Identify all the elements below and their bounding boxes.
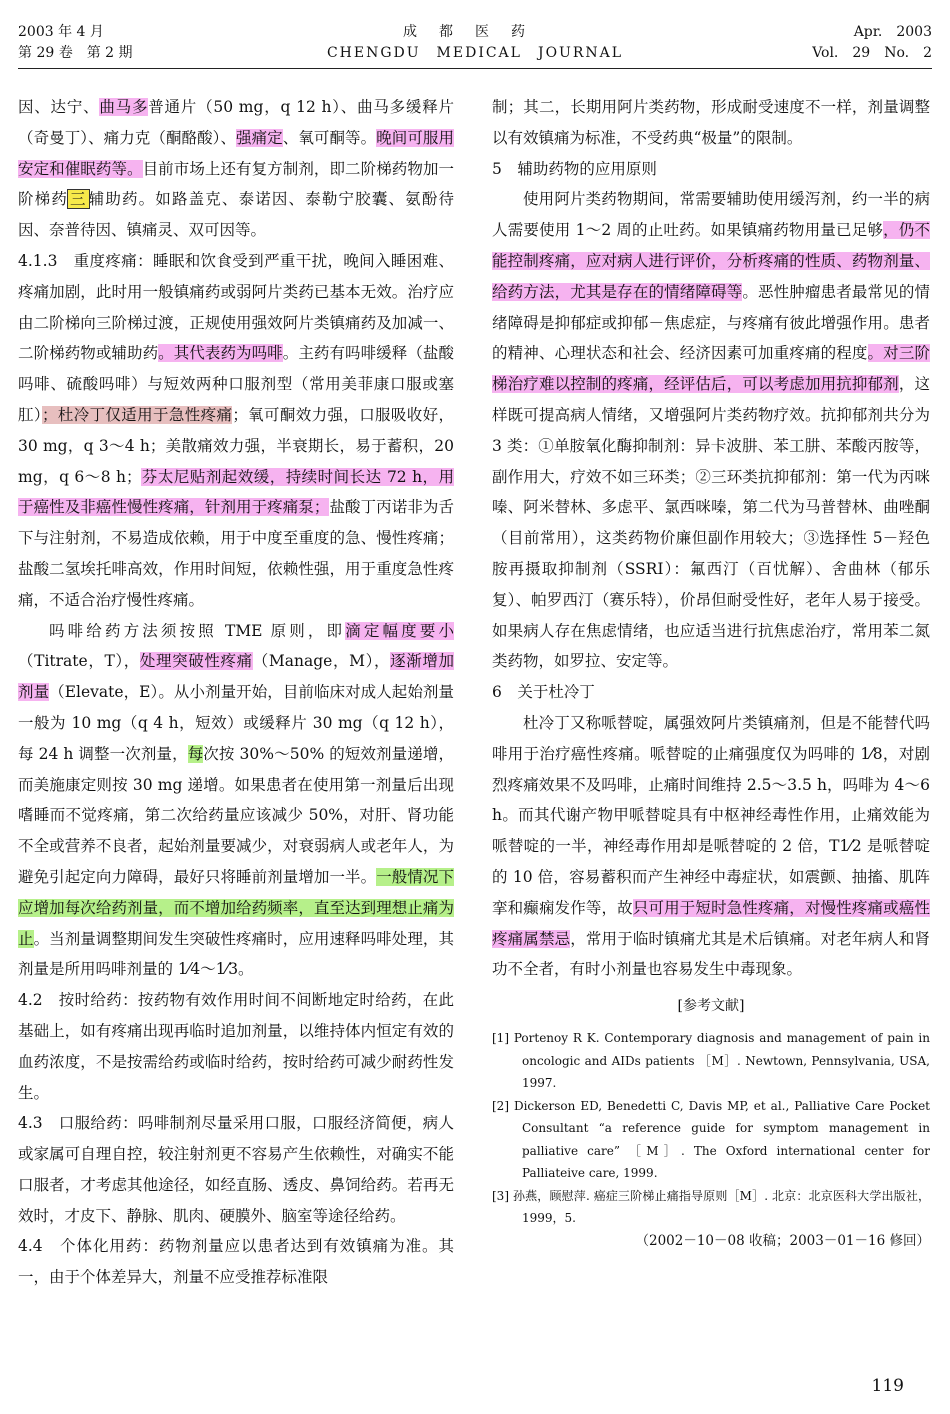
section-4-3: 4.3 口服给药：吗啡制剂尽量采用口服，口服经济简便，病人或家属可自理自控，较注射剂更不容易产生依赖性，对确实不能口服者，才考虑其他途径，如经直肠、透皮、鼻饲给药。若再无效时，才皮下、静脉、肌肉、硬膜外、脑室等途径给药。 — [18, 1114, 454, 1225]
journal-title-en: CHENGDU MEDICAL JOURNAL — [326, 45, 624, 61]
highlight-green: 一般情况下应增加每次给药剂量，而不增加给药频率，直至达到理想止痛为止 — [18, 867, 454, 948]
highlight-pink: 滴定幅度要小 — [345, 621, 454, 640]
section-4-1-3: 4.1.3 重度疼痛：睡眠和饮食受到严重干扰，晚间入睡困难、疼痛加剧，此时用一般镇痛药或弱阿片类药已基本无效。治疗应由二阶梯向三阶梯过渡，正规使用强效阿片类镇痛药及加减一、二阶梯药物或辅助药。其代表药为吗啡。主药有吗啡缓释（盐酸吗啡、硫酸吗啡）与短效两种口服剂型（常用美菲康口服或塞肛）；杜冷丁仅适用于急性疼痛；氧可酮效力强，口服吸收好，30 mg，q 3～4 h；美散痛效力强，半衰期长，易于蓄积，20 mg，q 6～8 h；芬太尼贴剂起效缓，持续时间长达 72 h，用于癌性及非癌性慢性疼痛，针剂用于疼痛泵；盐酸丁丙诺非为舌下与注射剂，不易造成依赖，用于中度至重度的急、慢性疼痛；盐酸二氢埃托啡高效，作用时间短，依赖性强，用于重度急性疼痛，不适合治疗慢性疼痛。 — [18, 251, 454, 609]
references-title: [参考文献] — [677, 998, 745, 1015]
reference-item: [2] Dickerson ED, Benedetti C, Davis MP, et al., Palliative Care Pocket Consultant “a reference guide for symptom management in palliative care” ［M］. The Oxford international center for Palliateive care, 1999. — [492, 1098, 930, 1181]
header-date-en: Apr. 2003 — [853, 24, 932, 40]
highlight-pink: 只可用于短时急性疼痛，对慢性疼痛或癌性疼痛属禁忌 — [492, 898, 930, 948]
header-date: 2003 年 4 月 — [18, 24, 104, 40]
reference-item: [3] 孙燕，顾慰萍. 癌症三阶梯止痛指导原则［M］. 北京：北京医科大学出版社，1999，5. — [492, 1188, 930, 1226]
page-number: 119 — [871, 1376, 904, 1396]
highlight-brown: ；杜冷丁仅适用于急性疼痛 — [41, 405, 233, 424]
highlight-pink: ，仍不能控制疼痛，应对病人进行评价，分析疼痛的性质、药物剂量、给药方法，尤其是存在的情绪障碍等 — [492, 221, 930, 301]
highlight-pink: 。其代表药为吗啡 — [158, 344, 283, 363]
section-heading-5: 5 辅助药物的应用原则 — [492, 159, 657, 178]
section-4-4: 4.4 个体化用药：药物剂量应以患者达到有效镇痛为准。其一，由于个体差异大，剂量不应受推荐标准限 — [18, 1237, 454, 1287]
paragraph-adjuvant: 使用阿片类药物期间，常需要辅助使用缓泻剂，约一半的病人需要使用 1～2 周的止吐药。如果镇痛药物用量已足够，仍不能控制疼痛，应对病人进行评价，分析疼痛的性质、药物剂量、给药方法，尤其是存在的情绪障碍等。恶性肿瘤患者最常见的情绪障碍是抑郁症或抑郁－焦虑症，与疼痛有彼此增强作用。患者的精神、心理状态和社会、经济因素可加重疼痛的程度。对三阶梯治疗难以控制的疼痛，经评估后，可以考虑加用抗抑郁剂，这样既可提高病人情绪，又增强阿片类药物疗效。抗抑郁剂共分为 3 类：①单胺氧化酶抑制剂：异卡波肼、苯工肼、苯酸丙胺等，副作用大，疗效不如三环类；②三环类抗抑郁剂：第一代为丙咪嗪、阿米替林、多虑平、氯西咪嗪，第二代为马普替林、曲唑酮（目前常用），这类药物价廉但副作用较大；③选择性 5－羟色胺再摄取抑制剂（SSRI）：氟西汀（百忧解）、舍曲林（郁乐复）、帕罗西汀（赛乐特），价昂但耐受性好，老年人易于接受。如果病人存在焦虑情绪，也应适当进行抗焦虑治疗，常用苯二氮 类药物，如罗拉、安定等。 — [492, 190, 946, 671]
highlight-pink: 处理突破性疼痛 — [139, 652, 253, 671]
received-dates: （2002－10－08 收稿；2003－01－16 修回） — [635, 1232, 930, 1249]
reference-item: [1] Portenoy R K. Contemporary diagnosis and management of pain in oncologic and AIDs patients ［M］. Newtown, Pennsylvania, USA, 1997. — [492, 1031, 930, 1091]
highlight-pink: 芬太尼贴剂起效缓，持续时间长达 72 h，用于癌性及非癌性慢性疼痛，针剂用于疼痛泵； — [18, 467, 454, 517]
paragraph-pethidine: 杜冷丁又称哌替啶，属强效阿片类镇痛剂，但是不能替代吗啡用于治疗癌性疼痛。哌替啶的止痛强度仅为吗啡的 1⁄8，对剧烈疼痛效果不及吗啡，止痛时间维持 2.5～3.5 h，吗啡为 4～6 h。而其代谢产物甲哌替啶具有中枢神经毒性作用，止痛效能为哌替啶的一半，神经毒作用却是哌替啶的 2 倍，T1⁄2 是哌替啶的 10 倍，容易蓄积而产生神经中毒症状，如震颤、抽搐、肌阵挛和癫痫发作等，故只可用于短时急性疼痛，对慢性疼痛或癌性疼痛属禁忌，常用于临时镇痛尤其是术后镇痛。对老年病人和肾功不全者，有时小剂量也容易发生中毒现象。 — [492, 713, 930, 979]
paragraph: 因、达宁、曲马多普通片（50 mg，q 12 h）、曲马多缓释片（奇曼丁）、痛力克（酮酪酸）、强痛定、氧可酮等。晚间可服用安定和催眠药等。目前市场上还有复方制剂，即二阶梯药物加一阶梯药 三 辅助药。如路盖克、泰诺因、泰勒宁胶囊、氨酚待因、奈普待因、镇痛灵、双可因等。 — [18, 98, 454, 240]
section-heading-6: 6 关于杜冷丁 — [492, 683, 595, 702]
journal-title-cn: 成都医药 — [403, 24, 547, 40]
highlight-pink: 曲马多 — [99, 98, 149, 116]
header-center — [18, 22, 932, 64]
running-header — [18, 22, 932, 69]
paragraph-tme: 吗啡给药方法须按照 TME 原则，即滴定幅度要小（Titrate，T），处理突破性疼痛（Manage，M），逐渐增加剂量（Elevate，E）。从小剂量开始，目前临床对成人起始剂量一般为 10 mg（q 4 h，短效）或缓释片 30 mg（q 12 h），每 24 h 调整一次剂量，每次按 30%～50% 的短效剂量递增，而美施康定则按 30 mg 递增。如果患者在使用第一剂量后出现嗜睡而不觉疼痛，第二次给药量应该减少 50%，对肝、肾功能不全或营养不良者，起始剂量要减少，对衰弱病人或老年人，为避免引起定向力障碍，最好只将睡前剂量增加一半。一般情况下应增加每次给药剂量，而不增加给药频率，直至达到理想止痛为止。当剂量调整期间发生突破性疼痛时，应用速释吗啡处理，其剂量是所用吗啡剂量的 1⁄4～1⁄3。 — [18, 621, 454, 979]
paragraph: 制；其二，长期用阿片类药物，形成耐受速度不一样，剂量调整以有效镇痛为标准，不受药典“极量”的限制。 — [492, 98, 930, 147]
highlight-yellow-boxed: 三 — [69, 190, 87, 209]
left-column — [18, 92, 454, 1293]
highlight-green: 每 — [187, 744, 204, 763]
right-column — [492, 92, 946, 1252]
highlight-pink: 强痛定 — [236, 128, 283, 147]
section-4-2: 4.2 按时给药：按药物有效作用时间不间断地定时给药，在此基础上，如有疼痛出现再临时追加剂量，以维持体内恒定有效的血药浓度，不是按需给药或临时给药，按时给药可减少耐药性发生。 — [18, 991, 454, 1102]
highlight-pink: 晚间可服用安定和催眠药等。 — [18, 128, 454, 178]
header-volume-en: Vol. 29 No. 2 — [812, 45, 932, 61]
header-volume: 第 29 卷 第 2 期 — [18, 45, 133, 61]
header-right — [812, 22, 932, 64]
highlight-pink: 逐渐增加剂量 — [18, 652, 454, 702]
highlight-pink: 。对三阶梯治疗难以控制的疼痛，经评估后，可以考虑加用抗抑郁剂 — [492, 344, 930, 394]
